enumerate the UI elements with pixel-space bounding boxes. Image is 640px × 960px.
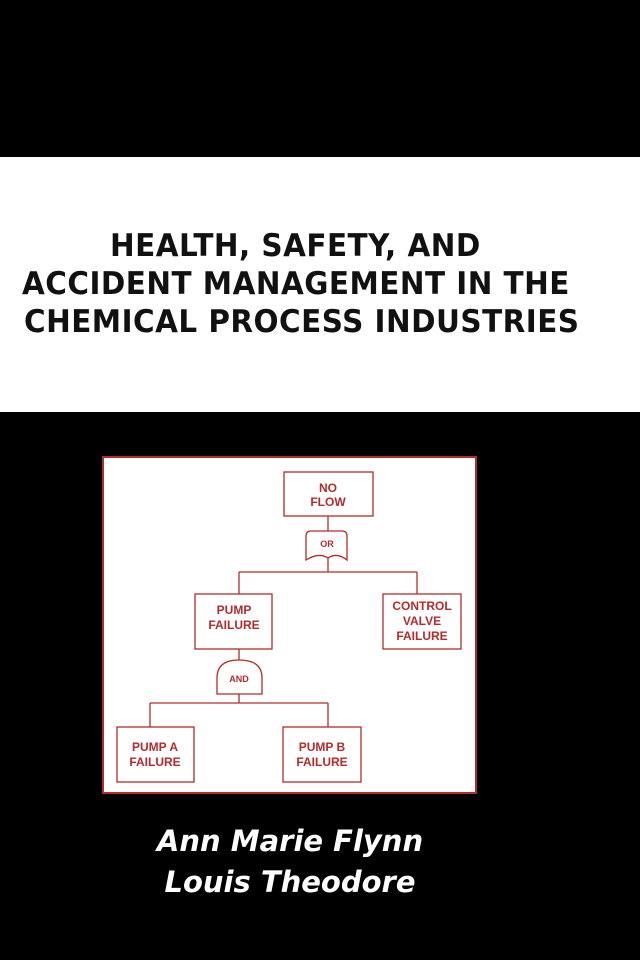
control-valve-label-1: CONTROL	[392, 599, 452, 613]
title-line-3: CHEMICAL PROCESS INDUSTRIES	[24, 304, 580, 340]
control-valve-label-2: VALVE	[402, 614, 442, 628]
no-flow-label-2: FLOW	[310, 495, 346, 509]
title-line-1: HEALTH, SAFETY, AND	[110, 228, 481, 264]
control-valve-label-3: FAILURE	[396, 629, 448, 643]
or-gate-label: OR	[320, 539, 334, 549]
pump-b-label-2: FAILURE	[296, 755, 348, 769]
pump-failure-label-1: PUMP	[216, 603, 252, 617]
author-2: Louis Theodore	[164, 865, 416, 899]
title-line-2: ACCIDENT MANAGEMENT IN THE	[22, 266, 570, 302]
and-gate-label: AND	[229, 674, 249, 684]
no-flow-label-1: NO	[319, 481, 337, 495]
pump-a-label-1: PUMP A	[131, 740, 179, 754]
pump-a-label-2: FAILURE	[129, 755, 181, 769]
author-1: Ann Marie Flynn	[156, 824, 424, 858]
pump-failure-label-2: FAILURE	[208, 618, 260, 632]
pump-b-label-1: PUMP B	[298, 740, 346, 754]
